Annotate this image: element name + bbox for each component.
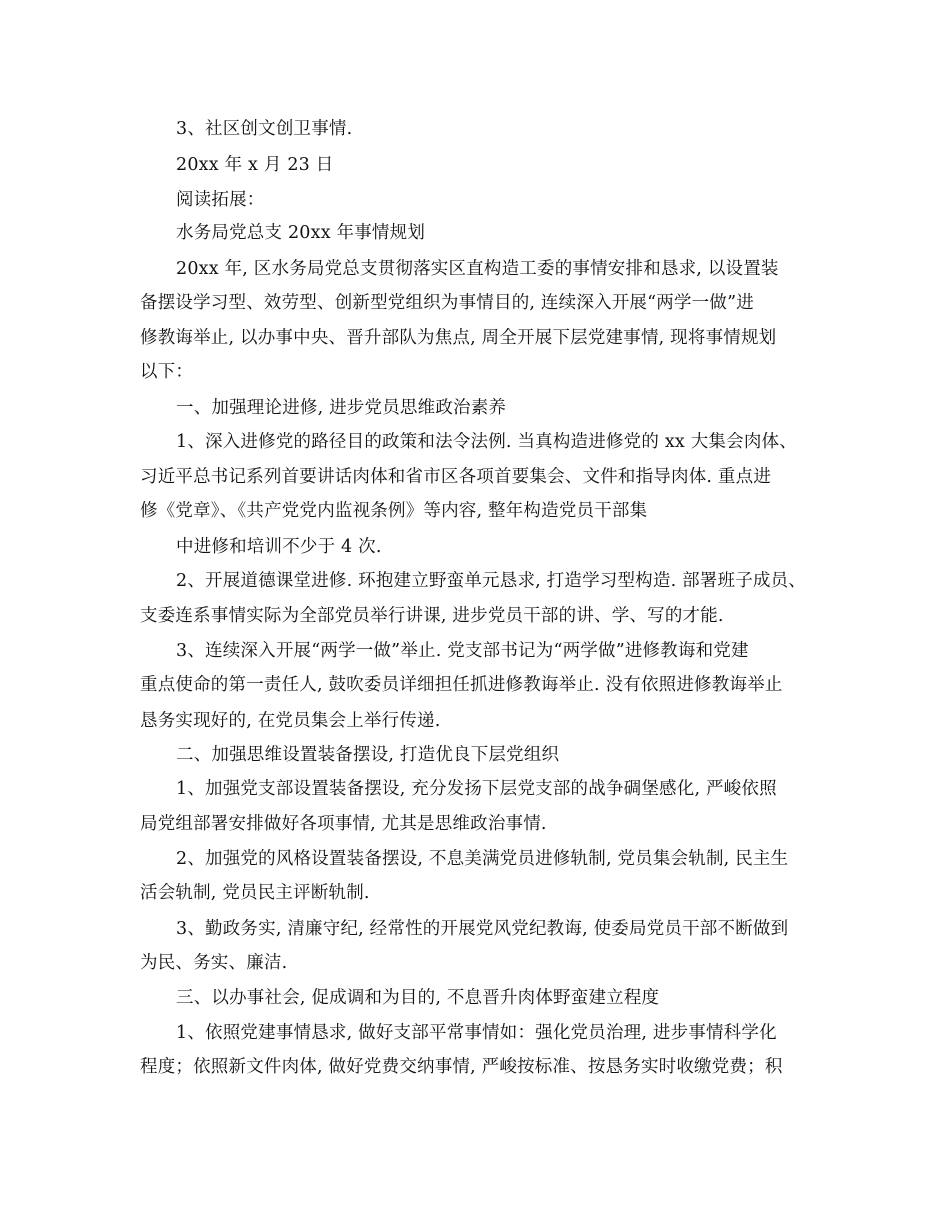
text-line: 1、依照党建事情恳求, 做好支部平常事情如：强化党员治理, 进步事情科学化	[176, 1023, 777, 1043]
text-line: 为民、务实、廉洁.	[140, 953, 288, 973]
text-line: 20xx 年 x 月 23 日	[176, 155, 334, 175]
text-line: 水务局党总支 20xx 年事情规划	[176, 223, 426, 243]
text-line: 习近平总书记系列首要讲话肉体和省市区各项首要集会、文件和指导肉体. 重点进	[140, 467, 772, 487]
text-line: 1、加强党支部设置装备摆设, 充分发扬下层党支部的战争碉堡感化, 严峻依照	[176, 779, 777, 799]
section-heading: 三、以办事社会, 促成调和为目的, 不息晋升肉体野蛮建立程度	[176, 988, 660, 1008]
text-line: 2、开展道德课堂进修. 环抱建立野蛮单元恳求, 打造学习型构造. 部署班子成员、	[176, 571, 807, 591]
text-line: 修《党章》、《共产党党内监视条例》等内容, 整年构造党员干部集	[140, 501, 648, 521]
text-line: 3、连续深入开展“两学一做”举止. 党支部书记为“两学做”进修教诲和党建	[176, 641, 749, 661]
text-line: 3、勤政务实, 清廉守纪, 经常性的开展党风党纪教诲, 使委局党员干部不断做到	[176, 919, 789, 939]
text-line: 20xx 年, 区水务局党总支贯彻落实区直构造工委的事情安排和恳求, 以设置装	[176, 259, 779, 279]
text-line: 程度；依照新文件肉体, 做好党费交纳事情, 严峻按标准、按恳务实时收缴党费；积	[140, 1057, 783, 1077]
text-line: 阅读拓展：	[176, 190, 265, 210]
section-heading: 一、加强理论进修, 进步党员思维政治素养	[176, 398, 507, 418]
text-line: 1、深入进修党的路径目的政策和法令法例. 当真构造进修党的 xx 大集会肉体、	[176, 432, 797, 452]
section-heading: 二、加强思维设置装备摆设, 打造优良下层党组织	[176, 745, 560, 765]
text-line: 恳务实现好的, 在党员集会上举行传递.	[140, 711, 441, 731]
text-line: 3、社区创文创卫事情.	[176, 119, 353, 139]
text-line: 以下：	[140, 362, 194, 382]
text-line: 重点使命的第一责任人, 鼓吹委员详细担任抓进修教诲举止. 没有依照进修教诲举止	[140, 675, 783, 695]
text-line: 支委连系事情实际为全部党员举行讲课, 进步党员干部的讲、学、写的才能.	[140, 606, 724, 626]
text-line: 2、加强党的风格设置装备摆设, 不息美满党员进修轨制, 党员集会轨制, 民主生	[176, 849, 789, 869]
text-line: 中进修和培训不少于 4 次.	[176, 537, 382, 557]
text-line: 备摆设学习型、效劳型、创新型党组织为事情目的, 连续深入开展“两学一做”进	[140, 293, 754, 313]
text-line: 活会轨制, 党员民主评断轨制.	[140, 883, 370, 903]
text-line: 修教诲举止, 以办事中央、晋升部队为焦点, 周全开展下层党建事情, 现将事情规划	[140, 328, 777, 348]
text-line: 局党组部署安排做好各项事情, 尤其是思维政治事情.	[140, 814, 547, 834]
